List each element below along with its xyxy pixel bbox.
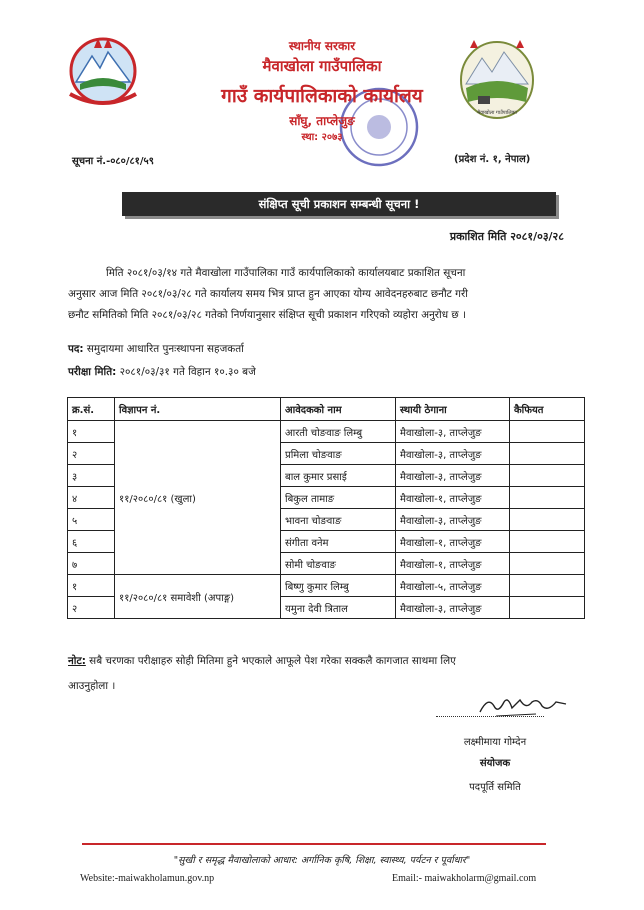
post-line xyxy=(68,342,244,356)
cell-serial: १ xyxy=(68,575,115,597)
shortlist-table xyxy=(67,397,585,619)
published-date: प्रकाशित मिति २०८१/०३/२८ xyxy=(449,230,564,243)
cell-serial: १ xyxy=(68,421,115,443)
office-name: गाउँ कार्यपालिकाको कार्यालय xyxy=(221,85,423,107)
logo-caption: मैवाखोला गाउँपालिका xyxy=(477,110,517,116)
cell-address: मैवाखोला-५, ताप्लेजुङ xyxy=(396,575,510,597)
cell-address: मैवाखोला-३, ताप्लेजुङ xyxy=(396,443,510,465)
footer-website: Website:-maiwakholamun.gov.np xyxy=(80,873,215,884)
cell-name: बिष्णु कुमार लिम्बु xyxy=(281,575,396,597)
footer-slogan: "सुखी र समृद्ध मैवाखोलाको आधार: अर्गानिक कृषि, शिक्षा, स्वास्थ्य, पर्यटन र पूर्वाधार" xyxy=(173,855,471,866)
cell-remarks xyxy=(510,487,585,509)
cell-address: मैवाखोला-१, ताप्लेजुङ xyxy=(396,553,510,575)
cell-name: बाल कुमार प्रसाई xyxy=(281,465,396,487)
col-serial: क्र.सं. xyxy=(68,398,115,421)
signature-line xyxy=(436,716,544,717)
cell-ad-no: ११/२०८०/८१ समावेशी (अपाङ्ग) xyxy=(115,575,281,619)
cell-remarks xyxy=(510,421,585,443)
cell-remarks xyxy=(510,597,585,619)
cell-address: मैवाखोला-३, ताप्लेजुङ xyxy=(396,597,510,619)
cell-serial: ३ xyxy=(68,465,115,487)
cell-name: संगीता वनेम xyxy=(281,531,396,553)
notice-title-banner: संक्षिप्त सूची प्रकाशन सम्बन्धी सूचना ! xyxy=(122,192,556,216)
established-year: स्था: २०७३ xyxy=(301,132,343,143)
cell-name: भावना चोङवाङ xyxy=(281,509,396,531)
col-address: स्थायी ठेगाना xyxy=(396,398,510,421)
body-paragraph-line-1: मिति २०८१/०३/१४ गते मैवाखोला गाउँपालिका गाउँ कार्यपालिकाको कार्यालयबाट प्रकाशित सूचना xyxy=(106,267,466,279)
cell-serial: ४ xyxy=(68,487,115,509)
province-label: (प्रदेश नं. १, नेपाल) xyxy=(454,154,531,165)
footer-divider xyxy=(82,843,546,845)
cell-name: सोमी चोङवाङ xyxy=(281,553,396,575)
note-line-2: आउनुहोला । xyxy=(68,680,116,692)
cell-ad-no: ११/२०८०/८१ (खुला) xyxy=(115,421,281,575)
notice-number: सूचना नं.-०८०/८१/५९ xyxy=(72,156,154,167)
note-label: नोट: xyxy=(68,655,86,667)
post-label: पद: xyxy=(68,343,84,355)
cell-serial: ५ xyxy=(68,509,115,531)
exam-date-line xyxy=(68,365,256,379)
col-remarks: कैफियत xyxy=(510,398,585,421)
cell-remarks xyxy=(510,509,585,531)
post-value: समुदायमा आधारित पुनःस्थापना सहजकर्ता xyxy=(86,343,244,355)
signatory-role: संयोजक xyxy=(479,758,511,769)
cell-address: मैवाखोला-३, ताप्लेजुङ xyxy=(396,465,510,487)
cell-address: मैवाखोला-१, ताप्लेजुङ xyxy=(396,487,510,509)
signatory-committee: पदपूर्ति समिति xyxy=(469,782,521,793)
cell-name: प्रमिला चोङवाङ xyxy=(281,443,396,465)
cell-remarks xyxy=(510,531,585,553)
municipality-name: मैवाखोला गाउँपालिका xyxy=(262,57,382,75)
cell-address: मैवाखोला-१, ताप्लेजुङ xyxy=(396,531,510,553)
cell-address: मैवाखोला-३, ताप्लेजुङ xyxy=(396,509,510,531)
cell-remarks xyxy=(510,553,585,575)
office-address: साँघु, ताप्लेजुङ xyxy=(289,114,355,128)
footer-email: Email:- maiwakholarm@gmail.com xyxy=(392,873,537,884)
exam-label: परीक्षा मिति: xyxy=(68,366,117,378)
table-header-row xyxy=(68,398,585,421)
cell-name: बिकुल तामाङ xyxy=(281,487,396,509)
cell-name: यमुना देवी त्रिताल xyxy=(281,597,396,619)
col-name: आवेदकको नाम xyxy=(281,398,396,421)
body-paragraph-line-3: छनौट समितिको मिति २०८१/०३/२८ गतेको निर्णयानुसार संक्षिप्त सूची प्रकाशन गरिएको व्यहोरा अनुरोध छ । xyxy=(68,309,466,321)
note-line-1: सबै चरणका परीक्षाहरु सोही मितिमा हुने भएकाले आफूले पेश गरेका सक्कलै कागजात साथमा लिए xyxy=(89,655,456,667)
cell-name: आरती चोङवाङ लिम्बु xyxy=(281,421,396,443)
col-ad-no: विज्ञापन नं. xyxy=(115,398,281,421)
cell-serial: ६ xyxy=(68,531,115,553)
exam-value: २०८१/०३/३१ गते विहान १०.३० बजे xyxy=(119,366,256,378)
cell-serial: ७ xyxy=(68,553,115,575)
cell-serial: २ xyxy=(68,597,115,619)
table-row xyxy=(68,421,585,443)
cell-remarks xyxy=(510,465,585,487)
cell-address: मैवाखोला-३, ताप्लेजुङ xyxy=(396,421,510,443)
table-row xyxy=(68,575,585,597)
body-paragraph-line-2: अनुसार आज मिति २०८१/०३/२८ गते कार्यालय समय भित्र प्राप्त हुन आएका योग्य आवेदनहरुबाट छनौट गरी xyxy=(68,288,468,300)
signatory-name: लक्ष्मीमाया गोम्देन xyxy=(463,737,527,748)
cell-remarks xyxy=(510,575,585,597)
local-government-label: स्थानीय सरकार xyxy=(288,39,356,53)
cell-remarks xyxy=(510,443,585,465)
cell-serial: २ xyxy=(68,443,115,465)
